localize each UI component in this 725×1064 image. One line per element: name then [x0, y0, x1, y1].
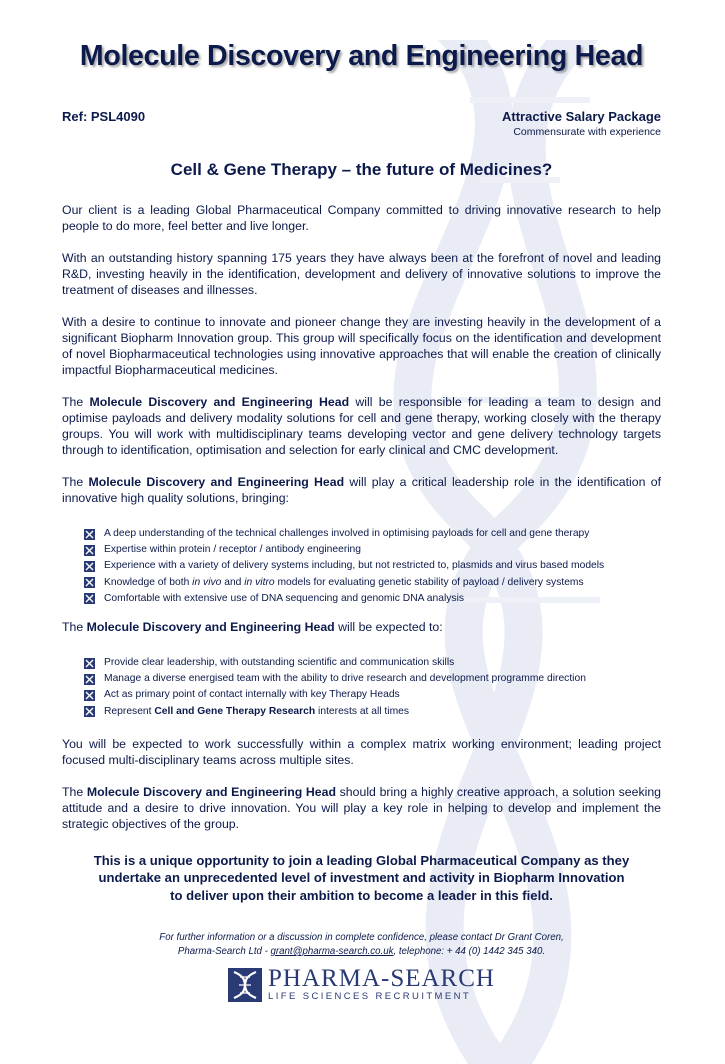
bringing-list — [62, 526, 661, 607]
reference-number: Ref: PSL4090 — [62, 109, 146, 124]
list-item — [84, 655, 661, 671]
contact-info — [62, 931, 661, 958]
list-item-text: Act as primary point of contact internally with key Therapy Heads — [104, 689, 400, 701]
text-pre: The — [62, 395, 90, 409]
role-name: Molecule Discovery and Engineering Head — [86, 620, 335, 635]
closing-line: This is a unique opportunity to join a leading Global Pharmaceutical Company as they — [93, 852, 630, 868]
dna-bullet-icon — [84, 658, 95, 669]
company-logo — [62, 967, 661, 1002]
dna-bullet-icon — [84, 674, 95, 685]
dna-bullet-icon — [84, 706, 95, 717]
list-item-text: Manage a diverse energised team with the ability to drive research and development programme direction — [104, 673, 586, 685]
intro-paragraph-1: Our client is a leading Global Pharmaceutical Company committed to driving innovative research to help people to do more, feel better and live longer. — [62, 203, 661, 233]
contact-line-2 — [62, 945, 661, 959]
salary-note: Commensurate with experience — [513, 126, 661, 138]
pharma-search-logo-icon — [228, 968, 262, 1002]
logo-text — [268, 967, 495, 1002]
dna-bullet-icon — [84, 561, 95, 572]
matrix-paragraph: You will be expected to work successfully within a complex matrix working environment; leading project focused multi-disciplinary teams across multiple sites. — [62, 736, 661, 767]
text-part: interests at all times — [315, 705, 410, 717]
text-part: models for evaluating genetic stability of payload / delivery systems — [274, 576, 584, 588]
list-item — [84, 687, 661, 703]
in-vivo-text: in vivo — [192, 576, 222, 588]
list-item-text: Expertise within protein / receptor / antibody engineering — [104, 544, 361, 556]
logo-name: PHARMA-SEARCH — [268, 965, 495, 993]
approach-paragraph — [62, 784, 661, 832]
in-vitro-text: in vitro — [244, 576, 275, 588]
responsibility-paragraph — [62, 394, 661, 458]
closing-line: undertake an unprecedented level of investment and activity in Biopharm Innovation — [98, 870, 625, 886]
company-text: Pharma-Search Ltd - — [177, 945, 271, 957]
meta-row — [62, 109, 661, 124]
text-post: will be expected to: — [334, 620, 443, 635]
list-item-text: A deep understanding of the technical challenges involved in optimising payloads for cell and gene therapy — [104, 528, 590, 539]
text-post: should bring a highly creative approach, a solution seeking attitude and a desire to drive innovation. You will play a key role in helping to develop and implement the strategic objectives of the group. — [62, 784, 662, 831]
contact-line-1: For further information or a discussion in complete confidence, please contact Dr Grant Coren, — [159, 932, 564, 944]
role-name: Molecule Discovery and Engineering Head — [86, 784, 336, 799]
telephone-text: , telephone: + 44 (0) 1442 345 340. — [393, 945, 546, 957]
role-name: Molecule Discovery and Engineering Head — [89, 395, 350, 409]
text-post: will play a critical leadership role in the identification of innovative high quality solutions, bringing: — [62, 475, 661, 505]
text-pre: The — [62, 620, 87, 635]
email-link[interactable]: grant@pharma-search.co.uk — [270, 945, 394, 957]
list-item-text — [104, 704, 409, 720]
list-item-text: Experience with a variety of delivery systems including, but not restricted to, plasmids and virus based models — [104, 560, 605, 572]
text-pre: The — [62, 475, 89, 489]
list-item-text — [104, 575, 584, 591]
expected-paragraph — [62, 619, 661, 635]
list-item — [84, 558, 661, 574]
text-part: Represent — [104, 705, 155, 717]
intro-paragraph-2: With an outstanding history spanning 175 years they have always been at the forefront of novel and leading R&D, investing heavily in the identification, development and delivery of innovative solutions to improve the treatment of diseases and illnesses. — [62, 251, 661, 297]
text-post: will be responsible for leading a team to design and optimise payloads and delivery modality solutions for cell and gene therapy, working closely with the therapy groups. You will work with multidisciplinary teams developing vector and gene delivery technology targets through to identification, optimisation and selection for early clinical and CMC development. — [62, 395, 661, 457]
list-item-text: Comfortable with extensive use of DNA sequencing and genomic DNA analysis — [104, 592, 465, 604]
dna-bullet-icon — [84, 690, 95, 701]
list-item-text: Provide clear leadership, with outstanding scientific and communication skills — [104, 657, 455, 669]
text-part: and — [221, 576, 245, 588]
text-part: Knowledge of both — [104, 576, 193, 588]
cgt-research-text: Cell and Gene Therapy Research — [154, 705, 316, 717]
dna-bullet-icon — [84, 593, 95, 604]
dna-bullet-icon — [84, 545, 95, 556]
list-item — [84, 575, 661, 591]
dna-bullet-icon — [84, 529, 95, 540]
list-item — [84, 671, 661, 687]
closing-statement — [62, 852, 661, 905]
section-heading: Cell & Gene Therapy – the future of Medicines? — [170, 160, 553, 179]
dna-bullet-icon — [84, 577, 95, 588]
leadership-paragraph — [62, 474, 661, 506]
closing-line: to deliver upon their ambition to become a leader in this field. — [170, 887, 553, 903]
page-title: Molecule Discovery and Engineering Head — [79, 40, 644, 72]
job-advert-page — [0, 40, 725, 1002]
list-item — [84, 542, 661, 558]
intro-paragraph-3: With a desire to continue to innovate and pioneer change they are investing heavily in the development of a significant Biopharm Innovation group. This group will specifically focus on the identification and development of novel Biopharmaceutical technologies using innovative approaches that will enable the creation of clinically impactful Biopharmaceutical medicines. — [62, 315, 661, 377]
list-item — [84, 704, 661, 720]
text-pre: The — [62, 784, 87, 799]
salary-package: Attractive Salary Package — [502, 109, 661, 124]
logo-tagline: LIFE SCIENCES RECRUITMENT — [268, 991, 472, 1003]
expected-list — [62, 655, 661, 720]
list-item — [84, 526, 661, 542]
list-item — [84, 591, 661, 607]
role-name: Molecule Discovery and Engineering Head — [88, 475, 345, 489]
